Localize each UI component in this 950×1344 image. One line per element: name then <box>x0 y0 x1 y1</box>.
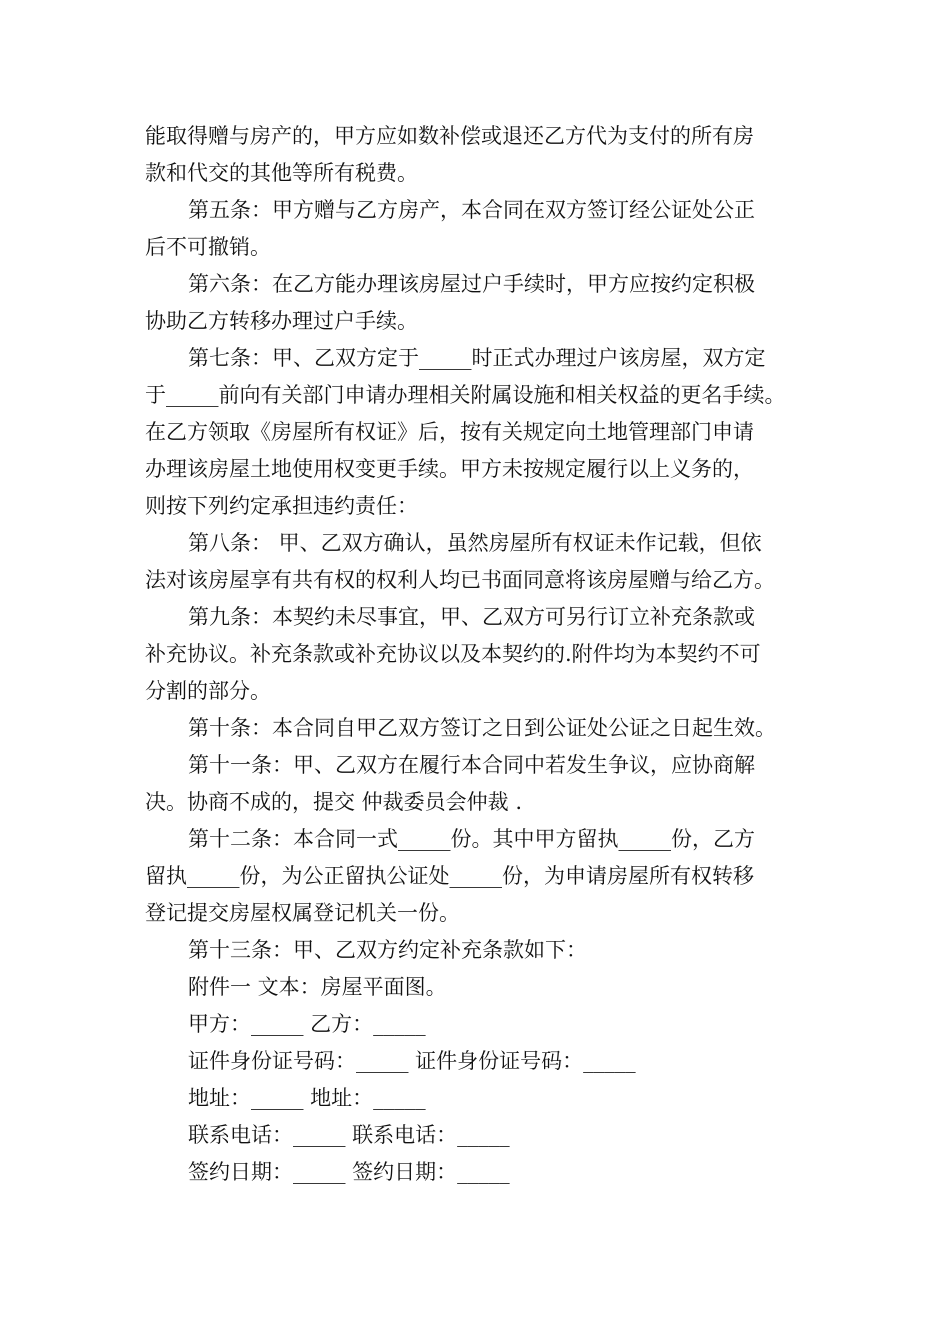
article-13: 第十三条：甲、乙双方约定补充条款如下： <box>188 938 587 962</box>
text-line: 协助乙方转移办理过户手续。 <box>145 309 418 333</box>
text-line: 决。协商不成的，提交 仲裁委员会仲裁 . <box>145 790 523 814</box>
article-9: 第九条：本契约未尽事宜，甲、乙双方可另行订立补充条款或 <box>188 605 755 629</box>
text-line: 办理该房屋土地使用权变更手续。甲方未按规定履行以上义务的， <box>145 457 754 481</box>
article-10: 第十条：本合同自甲乙双方签订之日到公证处公证之日起生效。 <box>188 716 776 740</box>
article-8: 第八条： 甲、乙双方确认，虽然房屋所有权证未作记载，但依 <box>188 531 762 555</box>
text-line: 则按下列约定承担违约责任： <box>145 494 418 518</box>
text-line: 留执_____份，为公正留执公证处_____份，为申请房屋所有权转移 <box>145 864 754 888</box>
article-7: 第七条：甲、乙双方定于_____时正式办理过户该房屋，双方定 <box>188 346 766 370</box>
signature-phones: 联系电话：_____ 联系电话：_____ <box>188 1123 510 1147</box>
text-line: 登记提交房屋权属登记机关一份。 <box>145 901 460 925</box>
attachment-line: 附件一 文本：房屋平面图。 <box>188 975 447 999</box>
text-line: 于_____前向有关部门申请办理相关附属设施和相关权益的更名手续。 <box>145 383 786 407</box>
document-body <box>145 118 825 1191</box>
text-line: 能取得赠与房产的，甲方应如数补偿或退还乙方代为支付的所有房 <box>145 124 754 148</box>
text-line: 在乙方领取《房屋所有权证》后，按有关规定向土地管理部门申请 <box>145 420 754 444</box>
text-line: 款和代交的其他等所有税费。 <box>145 161 418 185</box>
signature-addresses: 地址：_____ 地址：_____ <box>188 1086 426 1110</box>
article-6: 第六条：在乙方能办理该房屋过户手续时，甲方应按约定积极 <box>188 272 755 296</box>
signature-id-numbers: 证件身份证号码：_____ 证件身份证号码：_____ <box>188 1049 636 1073</box>
text-line: 法对该房屋享有共有权的权利人均已书面同意将该房屋赠与给乙方。 <box>145 568 775 592</box>
text-line: 分割的部分。 <box>145 679 271 703</box>
text-line: 后不可撤销。 <box>145 235 271 259</box>
article-11: 第十一条：甲、乙双方在履行本合同中若发生争议，应协商解 <box>188 753 755 777</box>
signature-parties: 甲方：_____ 乙方：_____ <box>188 1012 426 1036</box>
article-5: 第五条：甲方赠与乙方房产，本合同在双方签订经公证处公正 <box>188 198 755 222</box>
signature-dates: 签约日期：_____ 签约日期：_____ <box>188 1160 510 1184</box>
article-12: 第十二条：本合同一式_____份。其中甲方留执_____份，乙方 <box>188 827 755 851</box>
text-line: 补充协议。补充条款或补充协议以及本契约的.附件均为本契约不可 <box>145 642 761 666</box>
